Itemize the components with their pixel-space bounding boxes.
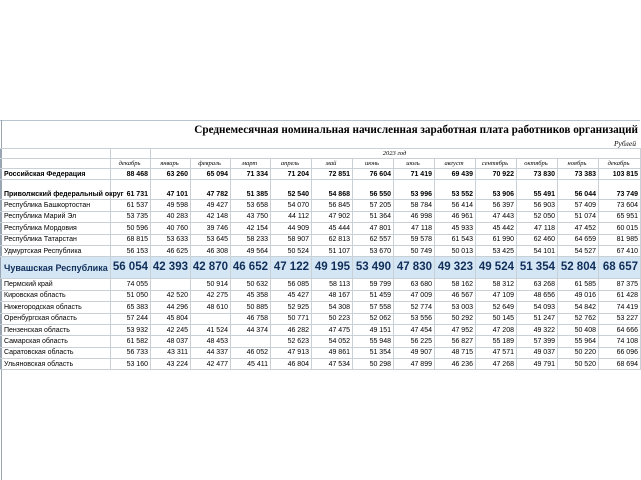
salary-value-cell: 46 308 (191, 245, 231, 256)
salary-value-cell: 48 167 (312, 290, 353, 301)
month-header-cell: февраль (191, 159, 231, 169)
salary-value-cell: 61 543 (435, 234, 476, 245)
salary-value-cell: 47 899 (394, 359, 435, 370)
salary-value-cell: 49 564 (231, 245, 271, 256)
salary-value-cell: 53 227 (599, 313, 641, 324)
salary-value-cell: 54 842 (558, 302, 599, 313)
salary-value-cell: 57 399 (517, 336, 558, 347)
table-row (1, 223, 641, 234)
salary-value-cell: 50 408 (558, 324, 599, 335)
salary-value-cell: 54 868 (312, 180, 353, 200)
salary-value-cell: 52 774 (394, 302, 435, 313)
salary-value-cell: 42 275 (191, 290, 231, 301)
salary-value-cell: 56 845 (312, 200, 353, 211)
salary-value-cell: 72 851 (312, 169, 353, 180)
salary-value-cell: 51 107 (312, 245, 353, 256)
month-header-cell: ноябрь (558, 159, 599, 169)
salary-value-cell: 53 425 (476, 245, 517, 256)
region-name-cell: Республика Татарстан (1, 234, 111, 245)
salary-value-cell: 61 990 (476, 234, 517, 245)
salary-value-cell: 55 948 (353, 336, 394, 347)
salary-value-cell: 56 054 (111, 257, 151, 279)
salary-value-cell: 46 567 (435, 290, 476, 301)
units-label: Рублей (613, 139, 636, 148)
salary-value-cell: 42 148 (191, 211, 231, 222)
salary-value-cell: 50 220 (558, 347, 599, 358)
salary-value-cell: 51 247 (517, 313, 558, 324)
salary-value-cell: 50 145 (476, 313, 517, 324)
salary-value-cell: 44 112 (271, 211, 312, 222)
salary-value-cell: 42 870 (191, 257, 231, 279)
salary-value-cell: 57 244 (111, 313, 151, 324)
salary-value-cell: 42 520 (151, 290, 191, 301)
month-header-cell: май (312, 159, 353, 169)
salary-value-cell: 73 604 (599, 200, 641, 211)
salary-value-cell: 53 490 (353, 257, 394, 279)
salary-value-cell: 47 208 (476, 324, 517, 335)
table-row (1, 245, 641, 256)
salary-value-cell: 51 074 (558, 211, 599, 222)
salary-value-cell: 68 815 (111, 234, 151, 245)
region-name-cell: Оренбургская область (1, 313, 111, 324)
salary-value-cell: 49 427 (191, 200, 231, 211)
salary-value-cell: 49 016 (558, 290, 599, 301)
table-row (1, 359, 641, 370)
salary-value-cell: 68 694 (599, 359, 641, 370)
year-header-row (1, 149, 641, 159)
salary-value-cell: 58 113 (312, 279, 353, 290)
year-header-cell-dec (111, 149, 151, 159)
salary-value-cell: 46 998 (394, 211, 435, 222)
salary-value-cell: 50 223 (312, 313, 353, 324)
salary-value-cell: 71 334 (231, 169, 271, 180)
salary-value-cell: 56 153 (111, 245, 151, 256)
salary-value-cell: 39 746 (191, 223, 231, 234)
month-header-cell: январь (151, 159, 191, 169)
sheet-top-border (0, 120, 640, 121)
salary-value-cell: 56 903 (517, 200, 558, 211)
salary-value-cell: 41 524 (191, 324, 231, 335)
salary-value-cell: 46 282 (271, 324, 312, 335)
salary-value-cell: 53 633 (151, 234, 191, 245)
salary-value-cell: 42 154 (231, 223, 271, 234)
salary-value-cell: 47 571 (476, 347, 517, 358)
salary-value-cell: 61 428 (599, 290, 641, 301)
salary-value-cell: 58 162 (435, 279, 476, 290)
table-title: Среднемесячная номинальная начисленная заработная плата работников организаций (194, 124, 638, 136)
salary-value-cell: 58 784 (394, 200, 435, 211)
salary-value-cell: 46 652 (231, 257, 271, 279)
month-header-cell: декабрь (111, 159, 151, 169)
salary-value-cell: 52 804 (558, 257, 599, 279)
month-header-cell: октябрь (517, 159, 558, 169)
salary-value-cell: 73 749 (599, 180, 641, 200)
table-row (1, 347, 641, 358)
salary-value-cell: 53 003 (435, 302, 476, 313)
salary-value-cell: 68 657 (599, 257, 641, 279)
salary-value-cell: 61 731 (111, 180, 151, 200)
salary-value-cell: 61 585 (558, 279, 599, 290)
salary-value-cell: 54 052 (312, 336, 353, 347)
salary-value-cell: 58 233 (231, 234, 271, 245)
salary-value-cell: 65 383 (111, 302, 151, 313)
salary-value-cell: 44 337 (191, 347, 231, 358)
month-header-cell: март (231, 159, 271, 169)
salary-value-cell: 53 645 (191, 234, 231, 245)
table-row (1, 324, 641, 335)
salary-value-cell: 53 996 (394, 180, 435, 200)
salary-value-cell: 44 374 (231, 324, 271, 335)
salary-value-cell: 46 961 (435, 211, 476, 222)
table-row (1, 279, 641, 290)
salary-value-cell: 48 656 (517, 290, 558, 301)
salary-value-cell: 47 452 (558, 223, 599, 234)
salary-value-cell: 55 189 (476, 336, 517, 347)
salary-value-cell: 47 118 (394, 223, 435, 234)
salary-value-cell: 52 762 (558, 313, 599, 324)
salary-value-cell: 46 625 (151, 245, 191, 256)
salary-value-cell: 54 527 (558, 245, 599, 256)
salary-value-cell: 61 537 (111, 200, 151, 211)
salary-value-cell: 47 118 (517, 223, 558, 234)
salary-value-cell: 56 414 (435, 200, 476, 211)
months-header-row (1, 159, 641, 169)
salary-value-cell: 64 666 (599, 324, 641, 335)
salary-value-cell: 51 459 (353, 290, 394, 301)
salary-value-cell: 44 296 (151, 302, 191, 313)
salary-value-cell: 47 009 (394, 290, 435, 301)
salary-value-cell: 67 410 (599, 245, 641, 256)
salary-value-cell: 56 397 (476, 200, 517, 211)
year-header-cell: 2023 год (151, 149, 641, 159)
salary-value-cell: 62 460 (517, 234, 558, 245)
salary-value-cell: 59 578 (394, 234, 435, 245)
salary-value-cell: 56 550 (353, 180, 394, 200)
salary-value-cell: 42 393 (151, 257, 191, 279)
salary-value-cell: 43 224 (151, 359, 191, 370)
salary-value-cell: 62 557 (353, 234, 394, 245)
salary-value-cell: 53 552 (435, 180, 476, 200)
salary-value-cell: 51 354 (353, 347, 394, 358)
salary-value-cell: 47 454 (394, 324, 435, 335)
table-row (1, 302, 641, 313)
region-name-cell: Республика Марий Эл (1, 211, 111, 222)
salary-value-cell: 53 670 (353, 245, 394, 256)
salary-value-cell: 47 268 (476, 359, 517, 370)
salary-value-cell: 50 749 (394, 245, 435, 256)
salary-value-cell: 48 037 (151, 336, 191, 347)
salary-value-cell: 60 015 (599, 223, 641, 234)
salary-value-cell: 50 013 (435, 245, 476, 256)
region-name-cell: Кировская область (1, 290, 111, 301)
salary-value-cell: 50 520 (558, 359, 599, 370)
salary-value-cell: 50 885 (231, 302, 271, 313)
table-row (1, 313, 641, 324)
salary-value-cell: 45 804 (151, 313, 191, 324)
salary-value-cell: 81 985 (599, 234, 641, 245)
salary-value-cell: 42 245 (151, 324, 191, 335)
salary-value-cell: 56 085 (271, 279, 312, 290)
salary-value-cell: 63 680 (394, 279, 435, 290)
salary-value-cell: 45 442 (476, 223, 517, 234)
region-name-cell: Республика Мордовия (1, 223, 111, 234)
salary-value-cell: 57 558 (353, 302, 394, 313)
salary-value-cell: 54 101 (517, 245, 558, 256)
salary-value-cell: 64 659 (558, 234, 599, 245)
salary-value-cell: 73 383 (558, 169, 599, 180)
salary-value-cell: 61 582 (111, 336, 151, 347)
salary-value-cell: 51 050 (111, 290, 151, 301)
salary-value-cell: 76 604 (353, 169, 394, 180)
salary-value-cell: 46 758 (231, 313, 271, 324)
salary-value-cell: 48 453 (191, 336, 231, 347)
month-header-cell: декабрь (599, 159, 641, 169)
salary-value-cell: 45 358 (231, 290, 271, 301)
salary-value-cell: 47 122 (271, 257, 312, 279)
salary-value-cell: 47 902 (312, 211, 353, 222)
salary-value-cell: 51 385 (231, 180, 271, 200)
salary-value-cell: 55 964 (558, 336, 599, 347)
salary-value-cell: 49 151 (353, 324, 394, 335)
salary-value-cell: 73 830 (517, 169, 558, 180)
table-row (1, 234, 641, 245)
salary-value-cell: 50 292 (435, 313, 476, 324)
salary-value-cell: 53 556 (394, 313, 435, 324)
month-header-cell: июль (394, 159, 435, 169)
salary-value-cell: 74 419 (599, 302, 641, 313)
salary-value-cell: 49 907 (394, 347, 435, 358)
salary-value-cell: 52 649 (476, 302, 517, 313)
salary-value-cell: 45 411 (231, 359, 271, 370)
salary-value-cell: 56 827 (435, 336, 476, 347)
table-row (1, 200, 641, 211)
salary-value-cell: 74 108 (599, 336, 641, 347)
salary-value-cell (151, 279, 191, 290)
region-name-cell: Удмуртская Республика (1, 245, 111, 256)
salary-value-cell: 51 354 (517, 257, 558, 279)
region-name-cell: Российская Федерация (1, 169, 111, 180)
salary-value-cell: 54 093 (517, 302, 558, 313)
salary-value-cell: 53 160 (111, 359, 151, 370)
salary-value-cell: 48 715 (435, 347, 476, 358)
salary-value-cell: 87 375 (599, 279, 641, 290)
region-name-cell: Ульяновская область (1, 359, 111, 370)
salary-value-cell: 58 312 (476, 279, 517, 290)
salary-value-cell: 49 037 (517, 347, 558, 358)
salary-value-cell: 52 925 (271, 302, 312, 313)
salary-value-cell: 47 109 (476, 290, 517, 301)
salary-value-cell: 50 524 (271, 245, 312, 256)
salary-value-cell: 57 409 (558, 200, 599, 211)
salary-value-cell: 49 322 (517, 324, 558, 335)
salary-table (0, 148, 641, 370)
salary-value-cell: 49 791 (517, 359, 558, 370)
salary-value-cell: 49 195 (312, 257, 353, 279)
salary-value-cell: 40 283 (151, 211, 191, 222)
salary-value-cell: 71 419 (394, 169, 435, 180)
salary-value-cell: 54 308 (312, 302, 353, 313)
salary-value-cell: 49 323 (435, 257, 476, 279)
salary-value-cell: 46 052 (231, 347, 271, 358)
region-name-cell: Приволжский федеральный округ (1, 180, 111, 200)
salary-value-cell: 52 050 (517, 211, 558, 222)
salary-value-cell: 44 909 (271, 223, 312, 234)
year-header-blank (1, 149, 111, 159)
salary-value-cell: 53 735 (111, 211, 151, 222)
region-name-cell: Саратовская область (1, 347, 111, 358)
table-row (1, 336, 641, 347)
salary-value-cell: 47 782 (191, 180, 231, 200)
salary-value-cell: 50 771 (271, 313, 312, 324)
salary-value-cell: 47 475 (312, 324, 353, 335)
salary-value-cell: 65 951 (599, 211, 641, 222)
salary-value-cell: 55 491 (517, 180, 558, 200)
region-name-cell: Самарская область (1, 336, 111, 347)
salary-value-cell: 56 044 (558, 180, 599, 200)
salary-value-cell: 56 733 (111, 347, 151, 358)
table-row (1, 290, 641, 301)
salary-value-cell: 63 260 (151, 169, 191, 180)
salary-value-cell (191, 313, 231, 324)
salary-value-cell: 52 540 (271, 180, 312, 200)
salary-value-cell: 53 658 (231, 200, 271, 211)
salary-value-cell (231, 336, 271, 347)
salary-value-cell: 50 596 (111, 223, 151, 234)
salary-value-cell: 59 799 (353, 279, 394, 290)
salary-value-cell: 65 094 (191, 169, 231, 180)
salary-value-cell: 74 055 (111, 279, 151, 290)
salary-value-cell: 53 906 (476, 180, 517, 200)
salary-value-cell: 45 427 (271, 290, 312, 301)
salary-value-cell: 103 815 (599, 169, 641, 180)
region-name-cell: Нижегородская область (1, 302, 111, 313)
salary-value-cell: 63 268 (517, 279, 558, 290)
salary-value-cell: 47 952 (435, 324, 476, 335)
salary-value-cell: 47 830 (394, 257, 435, 279)
salary-value-cell: 46 236 (435, 359, 476, 370)
months-header-blank (1, 159, 111, 169)
salary-value-cell: 49 861 (312, 347, 353, 358)
salary-value-cell: 48 610 (191, 302, 231, 313)
salary-value-cell: 51 364 (353, 211, 394, 222)
salary-value-cell: 50 914 (191, 279, 231, 290)
region-name-cell: Республика Башкортостан (1, 200, 111, 211)
salary-value-cell: 50 632 (231, 279, 271, 290)
month-header-cell: сентябрь (476, 159, 517, 169)
salary-value-cell: 57 205 (353, 200, 394, 211)
salary-value-cell: 52 623 (271, 336, 312, 347)
salary-value-cell: 45 444 (312, 223, 353, 234)
salary-value-cell: 53 932 (111, 324, 151, 335)
salary-value-cell: 45 933 (435, 223, 476, 234)
salary-value-cell: 66 096 (599, 347, 641, 358)
salary-value-cell: 47 801 (353, 223, 394, 234)
salary-value-cell: 69 439 (435, 169, 476, 180)
salary-value-cell: 47 443 (476, 211, 517, 222)
salary-value-cell: 49 524 (476, 257, 517, 279)
month-header-cell: июнь (353, 159, 394, 169)
salary-value-cell: 43 750 (231, 211, 271, 222)
salary-value-cell: 50 298 (353, 359, 394, 370)
salary-value-cell: 43 311 (151, 347, 191, 358)
table-row (1, 211, 641, 222)
salary-value-cell: 47 913 (271, 347, 312, 358)
salary-value-cell: 52 062 (353, 313, 394, 324)
month-header-cell: апрель (271, 159, 312, 169)
salary-value-cell: 46 804 (271, 359, 312, 370)
table-row (1, 169, 641, 180)
salary-value-cell: 40 760 (151, 223, 191, 234)
salary-value-cell: 58 907 (271, 234, 312, 245)
salary-value-cell: 70 922 (476, 169, 517, 180)
salary-value-cell: 62 813 (312, 234, 353, 245)
region-name-cell: Чувашская Республика (1, 257, 111, 279)
salary-value-cell: 71 204 (271, 169, 312, 180)
table-row (1, 257, 641, 279)
salary-value-cell: 42 477 (191, 359, 231, 370)
month-header-cell: август (435, 159, 476, 169)
salary-value-cell: 47 534 (312, 359, 353, 370)
salary-value-cell: 88 468 (111, 169, 151, 180)
salary-value-cell: 56 225 (394, 336, 435, 347)
salary-value-cell: 49 598 (151, 200, 191, 211)
region-name-cell: Пензенская область (1, 324, 111, 335)
salary-value-cell: 54 070 (271, 200, 312, 211)
region-name-cell: Пермский край (1, 279, 111, 290)
table-row (1, 180, 641, 200)
salary-value-cell: 47 101 (151, 180, 191, 200)
